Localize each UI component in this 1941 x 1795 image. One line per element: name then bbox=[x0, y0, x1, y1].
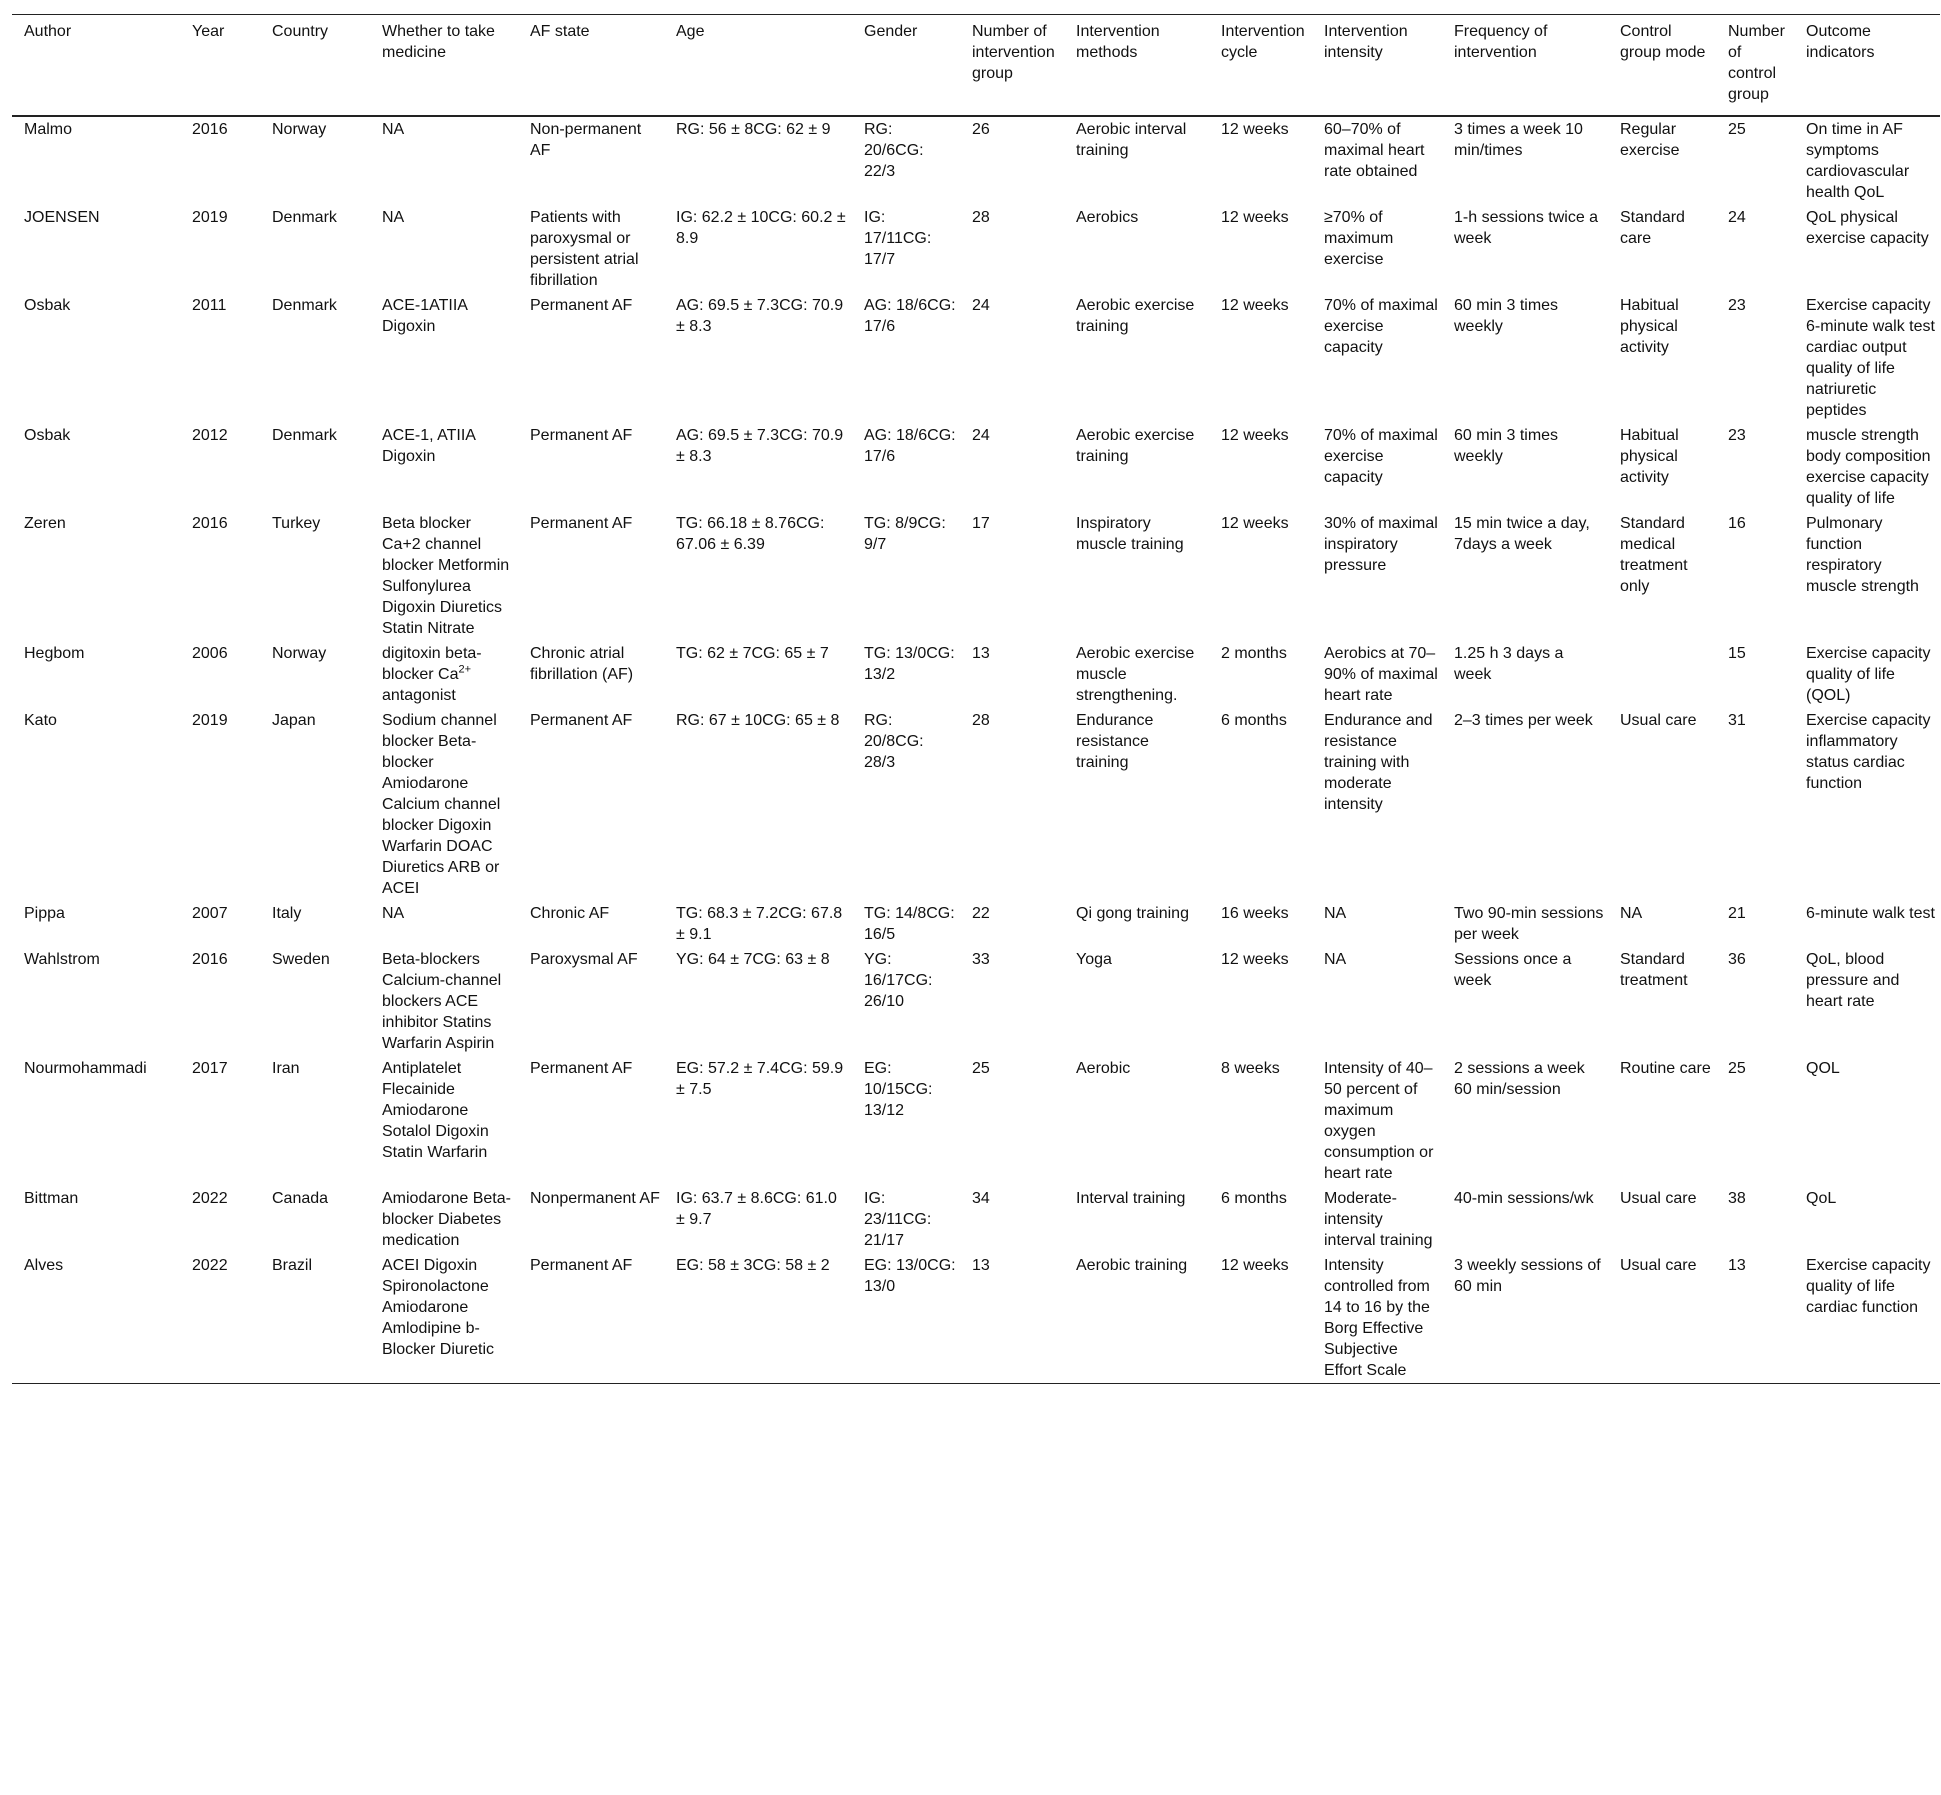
cell-n-intervention: 26 bbox=[972, 121, 990, 138]
cell-age: IG: 62.2 ± 10CG: 60.2 ± 8.9 bbox=[676, 209, 846, 247]
column-header-intensity: Intervention intensity bbox=[1324, 23, 1408, 61]
cell-medicine: Amiodarone Beta-blocker Diabetes medication bbox=[382, 1190, 511, 1249]
cell-year: 2011 bbox=[192, 297, 227, 314]
cell-frequency: 3 times a week 10 min/times bbox=[1454, 121, 1583, 159]
cell-outcomes: 6-minute walk test bbox=[1806, 905, 1935, 922]
cell-year: 2017 bbox=[192, 1060, 228, 1077]
cell-intensity: 70% of maximal exercise capacity bbox=[1324, 427, 1438, 486]
cell-outcomes: QoL bbox=[1806, 1190, 1837, 1207]
cell-gender: TG: 8/9CG: 9/7 bbox=[864, 515, 946, 553]
cell-intensity: Endurance and resistance training with moderate intensity bbox=[1324, 712, 1433, 813]
cell-control-mode: Standard medical treatment only bbox=[1620, 515, 1688, 595]
cell-control-mode: Standard treatment bbox=[1620, 951, 1688, 989]
cell-af-state: Patients with paroxysmal or persistent atrial fibrillation bbox=[530, 209, 639, 289]
cell-frequency: 60 min 3 times weekly bbox=[1454, 297, 1559, 335]
cell-medicine: Sodium channel blocker Beta-blocker Amiodarone Calcium channel blocker Digoxin Warfarin DOAC Diuretics ARB or ACEI bbox=[382, 712, 501, 897]
cell-cycle: 16 weeks bbox=[1221, 905, 1289, 922]
cell-control-mode: Usual care bbox=[1620, 1257, 1697, 1274]
table-row bbox=[12, 1186, 1940, 1253]
cell-medicine: Beta-blockers Calcium-channel blockers ACE inhibitor Statins Warfarin Aspirin bbox=[382, 951, 502, 1052]
cell-control-mode: Standard care bbox=[1620, 209, 1685, 247]
cell-af-state: Paroxysmal AF bbox=[530, 951, 638, 968]
cell-n-intervention: 24 bbox=[972, 297, 990, 314]
table-row bbox=[12, 641, 1940, 708]
cell-n-intervention: 24 bbox=[972, 427, 990, 444]
cell-af-state: Nonpermanent AF bbox=[530, 1190, 660, 1207]
cell-gender: AG: 18/6CG: 17/6 bbox=[864, 427, 956, 465]
cell-outcomes: QoL physical exercise capacity bbox=[1806, 209, 1929, 247]
cell-frequency: 2 sessions a week 60 min/session bbox=[1454, 1060, 1585, 1098]
cell-author: Nourmohammadi bbox=[24, 1060, 147, 1077]
cell-n-intervention: 13 bbox=[972, 1257, 990, 1274]
studies-table bbox=[12, 14, 1940, 1384]
cell-frequency: 2–3 times per week bbox=[1454, 712, 1593, 729]
cell-year: 2022 bbox=[192, 1257, 228, 1274]
cell-control-mode: NA bbox=[1620, 905, 1643, 922]
cell-year: 2007 bbox=[192, 905, 228, 922]
cell-age: AG: 69.5 ± 7.3CG: 70.9 ± 8.3 bbox=[676, 297, 844, 335]
table-row bbox=[12, 708, 1940, 901]
cell-cycle: 8 weeks bbox=[1221, 1060, 1280, 1077]
cell-method: Aerobic exercise training bbox=[1076, 297, 1195, 335]
cell-method: Aerobic interval training bbox=[1076, 121, 1187, 159]
cell-intensity: 60–70% of maximal heart rate obtained bbox=[1324, 121, 1425, 180]
cell-country: Brazil bbox=[272, 1257, 313, 1274]
cell-country: Iran bbox=[272, 1060, 300, 1077]
table-row bbox=[12, 511, 1940, 641]
column-header-control-mode: Control group mode bbox=[1620, 23, 1706, 61]
cell-age: TG: 62 ± 7CG: 65 ± 7 bbox=[676, 645, 829, 662]
cell-medicine: ACE-1ATIIA Digoxin bbox=[382, 297, 468, 335]
cell-intensity: NA bbox=[1324, 951, 1347, 968]
cell-frequency: 40-min sessions/wk bbox=[1454, 1190, 1594, 1207]
cell-intensity: 70% of maximal exercise capacity bbox=[1324, 297, 1438, 356]
cell-n-control: 25 bbox=[1728, 121, 1746, 138]
cell-medicine: ACE-1, ATIIA Digoxin bbox=[382, 427, 476, 465]
cell-frequency: Sessions once a week bbox=[1454, 951, 1572, 989]
cell-cycle: 2 months bbox=[1221, 645, 1287, 662]
cell-outcomes: QoL, blood pressure and heart rate bbox=[1806, 951, 1900, 1010]
cell-author: Wahlstrom bbox=[24, 951, 100, 968]
column-header-cycle: Intervention cycle bbox=[1221, 23, 1305, 61]
cell-method: Aerobic training bbox=[1076, 1257, 1188, 1274]
cell-control-mode: Regular exercise bbox=[1620, 121, 1680, 159]
cell-outcomes: QOL bbox=[1806, 1060, 1840, 1077]
cell-frequency: 3 weekly sessions of 60 min bbox=[1454, 1257, 1601, 1295]
cell-af-state: Permanent AF bbox=[530, 515, 633, 532]
cell-cycle: 12 weeks bbox=[1221, 1257, 1289, 1274]
cell-cycle: 12 weeks bbox=[1221, 297, 1289, 314]
cell-n-intervention: 13 bbox=[972, 645, 990, 662]
cell-outcomes: Exercise capacity quality of life cardiac function bbox=[1806, 1257, 1931, 1316]
cell-country: Denmark bbox=[272, 427, 337, 444]
cell-country: Denmark bbox=[272, 297, 337, 314]
cell-age: RG: 56 ± 8CG: 62 ± 9 bbox=[676, 121, 831, 138]
cell-method: Aerobic exercise muscle strengthening. bbox=[1076, 645, 1195, 704]
cell-gender: RG: 20/6CG: 22/3 bbox=[864, 121, 924, 180]
cell-method: Endurance resistance training bbox=[1076, 712, 1154, 771]
cell-age: AG: 69.5 ± 7.3CG: 70.9 ± 8.3 bbox=[676, 427, 844, 465]
table-row bbox=[12, 116, 1940, 205]
column-header-gender: Gender bbox=[864, 23, 918, 40]
cell-control-mode: Usual care bbox=[1620, 712, 1697, 729]
cell-n-control: 16 bbox=[1728, 515, 1746, 532]
cell-af-state: Chronic atrial fibrillation (AF) bbox=[530, 645, 634, 683]
cell-year: 2016 bbox=[192, 515, 228, 532]
cell-author: Zeren bbox=[24, 515, 66, 532]
cell-cycle: 12 weeks bbox=[1221, 427, 1289, 444]
cell-gender: IG: 17/11CG: 17/7 bbox=[864, 209, 932, 268]
cell-author: Alves bbox=[24, 1257, 64, 1274]
cell-age: TG: 66.18 ± 8.76CG: 67.06 ± 6.39 bbox=[676, 515, 825, 553]
cell-method: Qi gong training bbox=[1076, 905, 1189, 922]
cell-method: Interval training bbox=[1076, 1190, 1186, 1207]
cell-intensity: Aerobics at 70–90% of maximal heart rate bbox=[1324, 645, 1438, 704]
cell-af-state: Permanent AF bbox=[530, 427, 633, 444]
cell-frequency: 60 min 3 times weekly bbox=[1454, 427, 1559, 465]
cell-gender: EG: 13/0CG: 13/0 bbox=[864, 1257, 956, 1295]
cell-n-intervention: 22 bbox=[972, 905, 990, 922]
cell-n-intervention: 28 bbox=[972, 712, 990, 729]
cell-n-control: 15 bbox=[1728, 645, 1746, 662]
cell-author: Osbak bbox=[24, 297, 71, 314]
column-header-outcomes: Outcome indicators bbox=[1806, 23, 1875, 61]
cell-year: 2022 bbox=[192, 1190, 228, 1207]
table-body bbox=[12, 116, 1940, 1384]
cell-control-mode: Routine care bbox=[1620, 1060, 1711, 1077]
column-header-method: Intervention methods bbox=[1076, 23, 1160, 61]
column-header-frequency: Frequency of intervention bbox=[1454, 23, 1548, 61]
cell-outcomes: Exercise capacity 6-minute walk test cardiac output quality of life natriuretic peptides bbox=[1806, 297, 1935, 419]
table-row bbox=[12, 1056, 1940, 1186]
cell-country: Japan bbox=[272, 712, 316, 729]
table-row bbox=[12, 1253, 1940, 1384]
cell-n-control: 38 bbox=[1728, 1190, 1746, 1207]
cell-year: 2019 bbox=[192, 712, 228, 729]
cell-frequency: Two 90-min sessions per week bbox=[1454, 905, 1604, 943]
cell-af-state: Chronic AF bbox=[530, 905, 610, 922]
cell-n-intervention: 17 bbox=[972, 515, 990, 532]
cell-author: Kato bbox=[24, 712, 57, 729]
cell-country: Norway bbox=[272, 645, 327, 662]
cell-author: JOENSEN bbox=[24, 209, 100, 226]
cell-author: Pippa bbox=[24, 905, 65, 922]
cell-n-control: 13 bbox=[1728, 1257, 1746, 1274]
cell-medicine: Antiplatelet Flecainide Amiodarone Sotalol Digoxin Statin Warfarin bbox=[382, 1060, 489, 1161]
cell-year: 2006 bbox=[192, 645, 228, 662]
cell-country: Italy bbox=[272, 905, 302, 922]
cell-n-intervention: 25 bbox=[972, 1060, 990, 1077]
cell-medicine: NA bbox=[382, 121, 405, 138]
cell-frequency: 1-h sessions twice a week bbox=[1454, 209, 1599, 247]
cell-medicine: Beta blocker Ca+2 channel blocker Metformin Sulfonylurea Digoxin Diuretics Statin Nitrate bbox=[382, 515, 510, 637]
cell-control-mode: Usual care bbox=[1620, 1190, 1697, 1207]
cell-year: 2012 bbox=[192, 427, 228, 444]
cell-method: Aerobic bbox=[1076, 1060, 1131, 1077]
cell-age: EG: 57.2 ± 7.4CG: 59.9 ± 7.5 bbox=[676, 1060, 844, 1098]
cell-medicine: NA bbox=[382, 905, 405, 922]
cell-outcomes: muscle strength body composition exercise capacity quality of life bbox=[1806, 427, 1931, 507]
cell-medicine: NA bbox=[382, 209, 405, 226]
cell-outcomes: Pulmonary function respiratory muscle strength bbox=[1806, 515, 1919, 595]
cell-author: Bittman bbox=[24, 1190, 79, 1207]
cell-author: Osbak bbox=[24, 427, 71, 444]
cell-country: Canada bbox=[272, 1190, 329, 1207]
cell-n-intervention: 28 bbox=[972, 209, 990, 226]
cell-intensity: NA bbox=[1324, 905, 1347, 922]
cell-age: IG: 63.7 ± 8.6CG: 61.0 ± 9.7 bbox=[676, 1190, 837, 1228]
cell-medicine: ACEI Digoxin Spironolactone Amiodarone Amlodipine b-Blocker Diuretic bbox=[382, 1257, 495, 1358]
cell-gender: AG: 18/6CG: 17/6 bbox=[864, 297, 956, 335]
cell-method: Aerobics bbox=[1076, 209, 1139, 226]
cell-af-state: Non-permanent AF bbox=[530, 121, 642, 159]
cell-intensity: Moderate-intensity interval training bbox=[1324, 1190, 1433, 1249]
cell-country: Norway bbox=[272, 121, 327, 138]
cell-control-mode: Habitual physical activity bbox=[1620, 297, 1679, 356]
cell-control-mode bbox=[1608, 641, 1716, 708]
cell-af-state: Permanent AF bbox=[530, 297, 633, 314]
cell-n-control: 36 bbox=[1728, 951, 1746, 968]
cell-outcomes: On time in AF symptoms cardiovascular health QoL bbox=[1806, 121, 1910, 201]
cell-n-intervention: 34 bbox=[972, 1190, 990, 1207]
cell-cycle: 12 weeks bbox=[1221, 951, 1289, 968]
cell-country: Denmark bbox=[272, 209, 337, 226]
table-header-row bbox=[12, 15, 1940, 117]
column-header-medicine: Whether to take medicine bbox=[382, 23, 495, 61]
table-row bbox=[12, 423, 1940, 511]
cell-outcomes: Exercise capacity quality of life (QOL) bbox=[1806, 645, 1931, 704]
cell-frequency: 15 min twice a day, 7days a week bbox=[1454, 515, 1590, 553]
column-header-age: Age bbox=[676, 23, 705, 40]
cell-gender: EG: 10/15CG: 13/12 bbox=[864, 1060, 933, 1119]
cell-n-control: 23 bbox=[1728, 297, 1746, 314]
cell-n-control: 31 bbox=[1728, 712, 1746, 729]
cell-year: 2016 bbox=[192, 121, 228, 138]
cell-n-control: 21 bbox=[1728, 905, 1746, 922]
cell-country: Turkey bbox=[272, 515, 321, 532]
cell-method: Yoga bbox=[1076, 951, 1112, 968]
cell-n-control: 25 bbox=[1728, 1060, 1746, 1077]
cell-n-control: 23 bbox=[1728, 427, 1746, 444]
cell-medicine: digitoxin beta-blocker $Ca^{2+}$ antagonist bbox=[382, 645, 482, 704]
cell-frequency: 1.25 h 3 days a week bbox=[1454, 645, 1564, 683]
cell-outcomes: Exercise capacity inflammatory status cardiac function bbox=[1806, 712, 1931, 792]
column-header-year: Year bbox=[192, 23, 225, 40]
cell-age: YG: 64 ± 7CG: 63 ± 8 bbox=[676, 951, 830, 968]
table-row bbox=[12, 293, 1940, 423]
cell-method: Inspiratory muscle training bbox=[1076, 515, 1184, 553]
column-header-af-state: AF state bbox=[530, 23, 590, 40]
table-row bbox=[12, 901, 1940, 947]
cell-n-control: 24 bbox=[1728, 209, 1746, 226]
cell-age: EG: 58 ± 3CG: 58 ± 2 bbox=[676, 1257, 830, 1274]
cell-cycle: 12 weeks bbox=[1221, 121, 1289, 138]
cell-cycle: 6 months bbox=[1221, 712, 1287, 729]
cell-gender: YG: 16/17CG: 26/10 bbox=[864, 951, 933, 1010]
cell-control-mode: Habitual physical activity bbox=[1620, 427, 1679, 486]
cell-gender: TG: 14/8CG: 16/5 bbox=[864, 905, 955, 943]
cell-cycle: 12 weeks bbox=[1221, 515, 1289, 532]
column-header-n-intervention: Number of intervention group bbox=[972, 23, 1055, 82]
cell-cycle: 6 months bbox=[1221, 1190, 1287, 1207]
cell-intensity: ≥70% of maximum exercise bbox=[1324, 209, 1394, 268]
table-row bbox=[12, 205, 1940, 293]
cell-gender: RG: 20/8CG: 28/3 bbox=[864, 712, 924, 771]
cell-af-state: Permanent AF bbox=[530, 712, 633, 729]
cell-year: 2016 bbox=[192, 951, 228, 968]
column-header-author: Author bbox=[24, 23, 72, 40]
cell-method: Aerobic exercise training bbox=[1076, 427, 1195, 465]
cell-gender: IG: 23/11CG: 21/17 bbox=[864, 1190, 932, 1249]
column-header-country: Country bbox=[272, 23, 329, 40]
cell-af-state: Permanent AF bbox=[530, 1257, 633, 1274]
cell-intensity: Intensity controlled from 14 to 16 by the Borg Effective Subjective Effort Scale bbox=[1324, 1257, 1430, 1379]
cell-intensity: Intensity of 40–50 percent of maximum oxygen consumption or heart rate bbox=[1324, 1060, 1434, 1182]
cell-gender: TG: 13/0CG: 13/2 bbox=[864, 645, 955, 683]
cell-author: Malmo bbox=[24, 121, 73, 138]
cell-n-intervention: 33 bbox=[972, 951, 990, 968]
cell-cycle: 12 weeks bbox=[1221, 209, 1289, 226]
cell-age: RG: 67 ± 10CG: 65 ± 8 bbox=[676, 712, 840, 729]
table-row bbox=[12, 947, 1940, 1056]
cell-intensity: 30% of maximal inspiratory pressure bbox=[1324, 515, 1438, 574]
cell-age: TG: 68.3 ± 7.2CG: 67.8 ± 9.1 bbox=[676, 905, 843, 943]
cell-year: 2019 bbox=[192, 209, 228, 226]
cell-af-state: Permanent AF bbox=[530, 1060, 633, 1077]
cell-country: Sweden bbox=[272, 951, 330, 968]
cell-author: Hegbom bbox=[24, 645, 85, 662]
column-header-n-control: Number of control group bbox=[1728, 23, 1785, 103]
